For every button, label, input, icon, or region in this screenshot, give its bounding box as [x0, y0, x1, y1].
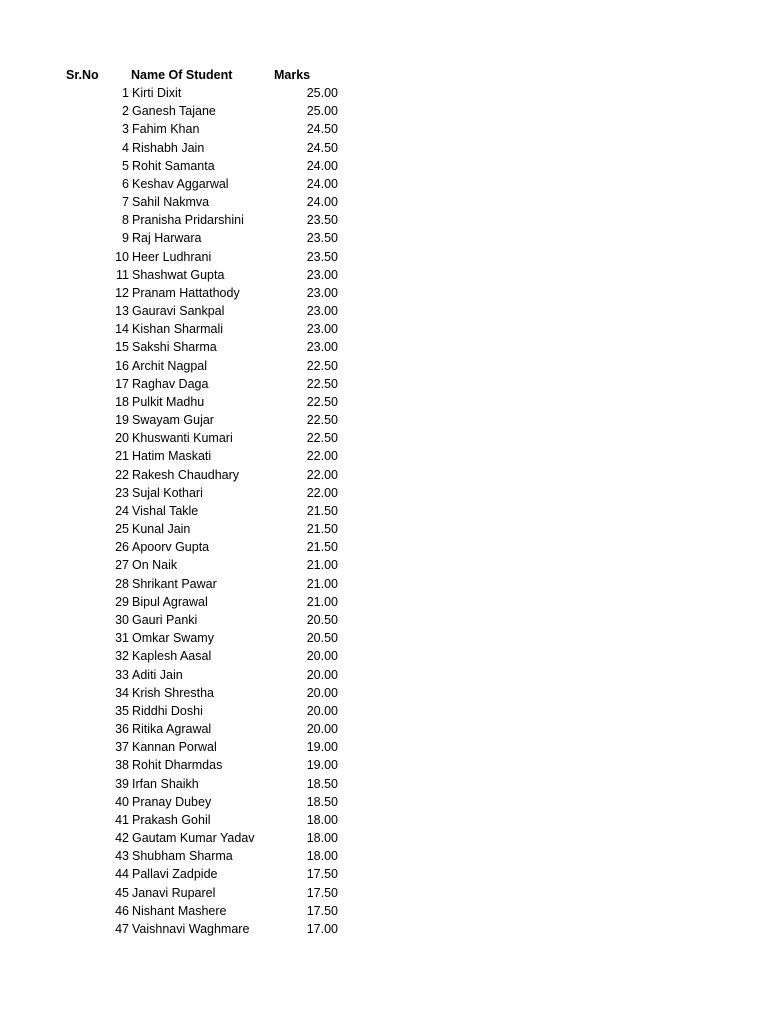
cell-srno: 22: [115, 467, 129, 482]
table-row: [0, 175, 768, 193]
cell-marks: 22.00: [306, 449, 338, 464]
cell-student-name: Raghav Daga: [132, 376, 209, 391]
cell-srno: 47: [115, 921, 129, 936]
cell-student-name: Swayam Gujar: [132, 413, 214, 428]
cell-marks: 18.50: [306, 794, 338, 809]
cell-student-name: Omkar Swamy: [132, 631, 214, 646]
table-row: [0, 229, 768, 247]
cell-student-name: Pranisha Pridarshini: [132, 213, 244, 228]
cell-srno: 40: [115, 794, 129, 809]
cell-student-name: Rohit Samanta: [132, 158, 215, 173]
table-body: [0, 84, 768, 938]
cell-marks: 20.50: [306, 631, 338, 646]
table-row: [0, 920, 768, 938]
table-row: [0, 811, 768, 829]
table-row: [0, 102, 768, 120]
cell-marks: 21.50: [306, 540, 338, 555]
cell-student-name: Shubham Sharma: [132, 849, 233, 864]
cell-marks: 20.50: [306, 612, 338, 627]
cell-marks: 24.00: [306, 158, 338, 173]
cell-marks: 17.50: [306, 885, 338, 900]
cell-student-name: Nishant Mashere: [132, 903, 227, 918]
table-row: [0, 538, 768, 556]
cell-srno: 23: [115, 485, 129, 500]
cell-marks: 22.50: [306, 376, 338, 391]
cell-srno: 42: [115, 831, 129, 846]
cell-marks: 23.00: [306, 304, 338, 319]
table-row: [0, 847, 768, 865]
cell-student-name: Kunal Jain: [132, 522, 191, 537]
table-row: [0, 466, 768, 484]
cell-marks: 21.50: [306, 503, 338, 518]
table-row: [0, 484, 768, 502]
cell-marks: 20.00: [306, 649, 338, 664]
cell-srno: 4: [122, 140, 129, 155]
cell-srno: 29: [115, 594, 129, 609]
cell-marks: 22.00: [306, 467, 338, 482]
table-row: [0, 793, 768, 811]
cell-marks: 19.00: [306, 740, 338, 755]
cell-srno: 20: [115, 431, 129, 446]
table-row: [0, 884, 768, 902]
cell-marks: 24.50: [306, 140, 338, 155]
table-row: [0, 248, 768, 266]
cell-student-name: Riddhi Doshi: [132, 703, 203, 718]
cell-srno: 32: [115, 649, 129, 664]
cell-student-name: Vishal Takle: [132, 503, 199, 518]
cell-srno: 1: [122, 86, 129, 100]
cell-student-name: Sahil Nakmva: [132, 195, 210, 210]
cell-srno: 2: [122, 104, 129, 119]
cell-marks: 21.00: [306, 558, 338, 573]
cell-marks: 23.00: [306, 285, 338, 300]
cell-srno: 39: [115, 776, 129, 791]
table-row: [0, 756, 768, 774]
cell-marks: 18.00: [306, 831, 338, 846]
cell-marks: 22.50: [306, 431, 338, 446]
cell-student-name: Kishan Sharmali: [132, 322, 224, 337]
cell-marks: 18.00: [306, 812, 338, 827]
table-row: [0, 629, 768, 647]
table-row: [0, 375, 768, 393]
cell-student-name: Rishabh Jain: [132, 140, 205, 155]
cell-student-name: Hatim Maskati: [132, 449, 212, 464]
cell-srno: 26: [115, 540, 129, 555]
cell-marks: 22.00: [306, 485, 338, 500]
cell-srno: 15: [115, 340, 129, 355]
cell-srno: 41: [115, 812, 129, 827]
table-row: [0, 429, 768, 447]
table-row: [0, 320, 768, 338]
cell-srno: 24: [115, 503, 129, 518]
table-row: [0, 284, 768, 302]
table-row: [0, 666, 768, 684]
cell-marks: 23.50: [306, 231, 338, 246]
cell-srno: 21: [115, 449, 129, 464]
cell-srno: 35: [115, 703, 129, 718]
cell-student-name: Pranay Dubey: [132, 794, 212, 809]
cell-marks: 21.00: [306, 594, 338, 609]
table-row: [0, 865, 768, 883]
cell-student-name: Pranam Hattathody: [132, 285, 240, 300]
cell-marks: 20.00: [306, 667, 338, 682]
table-row: [0, 720, 768, 738]
cell-srno: 17: [115, 376, 129, 391]
cell-srno: 9: [122, 231, 129, 246]
cell-srno: 18: [115, 394, 129, 409]
cell-marks: 23.50: [306, 213, 338, 228]
cell-student-name: Fahim Khan: [132, 122, 200, 137]
cell-student-name: Khuswanti Kumari: [132, 431, 233, 446]
cell-srno: 25: [115, 522, 129, 537]
cell-student-name: Heer Ludhrani: [132, 249, 212, 264]
cell-student-name: Aditi Jain: [132, 667, 183, 682]
cell-student-name: Gautam Kumar Yadav: [132, 831, 255, 846]
cell-marks: 23.00: [306, 267, 338, 282]
cell-student-name: Rohit Dharmdas: [132, 758, 223, 773]
cell-student-name: Vaishnavi Waghmare: [132, 921, 250, 936]
table-header: [0, 66, 768, 84]
table-row: [0, 593, 768, 611]
cell-srno: 13: [115, 304, 129, 319]
table-row: [0, 447, 768, 465]
cell-srno: 33: [115, 667, 129, 682]
cell-srno: 6: [122, 176, 129, 191]
cell-student-name: Sujal Kothari: [132, 485, 203, 500]
cell-student-name: Archit Nagpal: [132, 358, 208, 373]
cell-marks: 18.50: [306, 776, 338, 791]
table-row: [0, 411, 768, 429]
cell-srno: 36: [115, 722, 129, 737]
table-row: [0, 266, 768, 284]
cell-student-name: Kirti Dixit: [132, 86, 182, 100]
cell-srno: 38: [115, 758, 129, 773]
cell-srno: 30: [115, 612, 129, 627]
cell-student-name: Apoorv Gupta: [132, 540, 210, 555]
cell-srno: 16: [115, 358, 129, 373]
cell-srno: 37: [115, 740, 129, 755]
cell-srno: 43: [115, 849, 129, 864]
table-row: [0, 302, 768, 320]
cell-srno: 34: [115, 685, 129, 700]
cell-student-name: Kannan Porwal: [132, 740, 217, 755]
cell-student-name: Gauravi Sankpal: [132, 304, 225, 319]
table-row: [0, 357, 768, 375]
table-row: [0, 647, 768, 665]
cell-srno: 10: [115, 249, 129, 264]
table-row: [0, 120, 768, 138]
cell-student-name: Sakshi Sharma: [132, 340, 217, 355]
table-row: [0, 157, 768, 175]
table-row: [0, 775, 768, 793]
table-row: [0, 738, 768, 756]
cell-marks: 19.00: [306, 758, 338, 773]
cell-marks: 17.50: [306, 903, 338, 918]
table-row: [0, 502, 768, 520]
cell-student-name: Krish Shrestha: [132, 685, 214, 700]
table-row: [0, 393, 768, 411]
cell-srno: 11: [116, 267, 129, 282]
cell-marks: 24.50: [306, 122, 338, 137]
cell-srno: 14: [115, 322, 129, 337]
table-row: [0, 139, 768, 157]
cell-student-name: Gauri Panki: [132, 612, 198, 627]
cell-srno: 28: [115, 576, 129, 591]
cell-student-name: Shrikant Pawar: [132, 576, 217, 591]
table-row: [0, 84, 768, 102]
cell-student-name: Ritika Agrawal: [132, 722, 212, 737]
header-srno: Sr.No: [66, 68, 99, 82]
cell-marks: 25.00: [306, 86, 338, 100]
cell-student-name: Prakash Gohil: [132, 812, 211, 827]
cell-marks: 21.00: [306, 576, 338, 591]
cell-student-name: Pallavi Zadpide: [132, 867, 218, 882]
header-marks: Marks: [274, 68, 311, 82]
cell-marks: 21.50: [306, 522, 338, 537]
cell-student-name: Pulkit Madhu: [132, 394, 205, 409]
cell-marks: 23.00: [306, 322, 338, 337]
cell-marks: 24.00: [306, 195, 338, 210]
table-row: [0, 193, 768, 211]
cell-student-name: Shashwat Gupta: [132, 267, 225, 282]
cell-srno: 45: [115, 885, 129, 900]
cell-srno: 19: [115, 413, 129, 428]
cell-srno: 46: [115, 903, 129, 918]
cell-marks: 25.00: [306, 104, 338, 119]
cell-marks: 20.00: [306, 703, 338, 718]
cell-marks: 20.00: [306, 722, 338, 737]
cell-srno: 44: [115, 867, 129, 882]
cell-student-name: Irfan Shaikh: [132, 776, 199, 791]
table-row: [0, 902, 768, 920]
cell-srno: 3: [122, 122, 129, 137]
table-row: [0, 829, 768, 847]
cell-student-name: Ganesh Tajane: [132, 104, 216, 119]
table-row: [0, 702, 768, 720]
cell-marks: 23.00: [306, 340, 338, 355]
table-row: [0, 611, 768, 629]
table-row: [0, 556, 768, 574]
cell-srno: 5: [122, 158, 129, 173]
cell-marks: 24.00: [306, 176, 338, 191]
cell-srno: 27: [115, 558, 129, 573]
cell-student-name: Raj Harwara: [132, 231, 202, 246]
cell-srno: 8: [122, 213, 129, 228]
cell-student-name: On Naik: [132, 558, 178, 573]
cell-srno: 7: [122, 195, 129, 210]
table-row: [0, 211, 768, 229]
cell-student-name: Kaplesh Aasal: [132, 649, 212, 664]
cell-marks: 23.50: [306, 249, 338, 264]
cell-marks: 22.50: [306, 394, 338, 409]
cell-srno: 31: [115, 631, 129, 646]
cell-marks: 22.50: [306, 413, 338, 428]
table-row: [0, 338, 768, 356]
cell-marks: 17.00: [306, 921, 338, 936]
cell-srno: 12: [115, 285, 129, 300]
cell-marks: 22.50: [306, 358, 338, 373]
table-row: [0, 684, 768, 702]
cell-marks: 20.00: [306, 685, 338, 700]
cell-marks: 18.00: [306, 849, 338, 864]
cell-student-name: Keshav Aggarwal: [132, 176, 229, 191]
table-row: [0, 520, 768, 538]
header-name: Name Of Student: [131, 68, 233, 82]
table-row: [0, 575, 768, 593]
cell-student-name: Bipul Agrawal: [132, 594, 208, 609]
cell-student-name: Janavi Ruparel: [132, 885, 216, 900]
cell-marks: 17.50: [306, 867, 338, 882]
cell-student-name: Rakesh Chaudhary: [132, 467, 240, 482]
